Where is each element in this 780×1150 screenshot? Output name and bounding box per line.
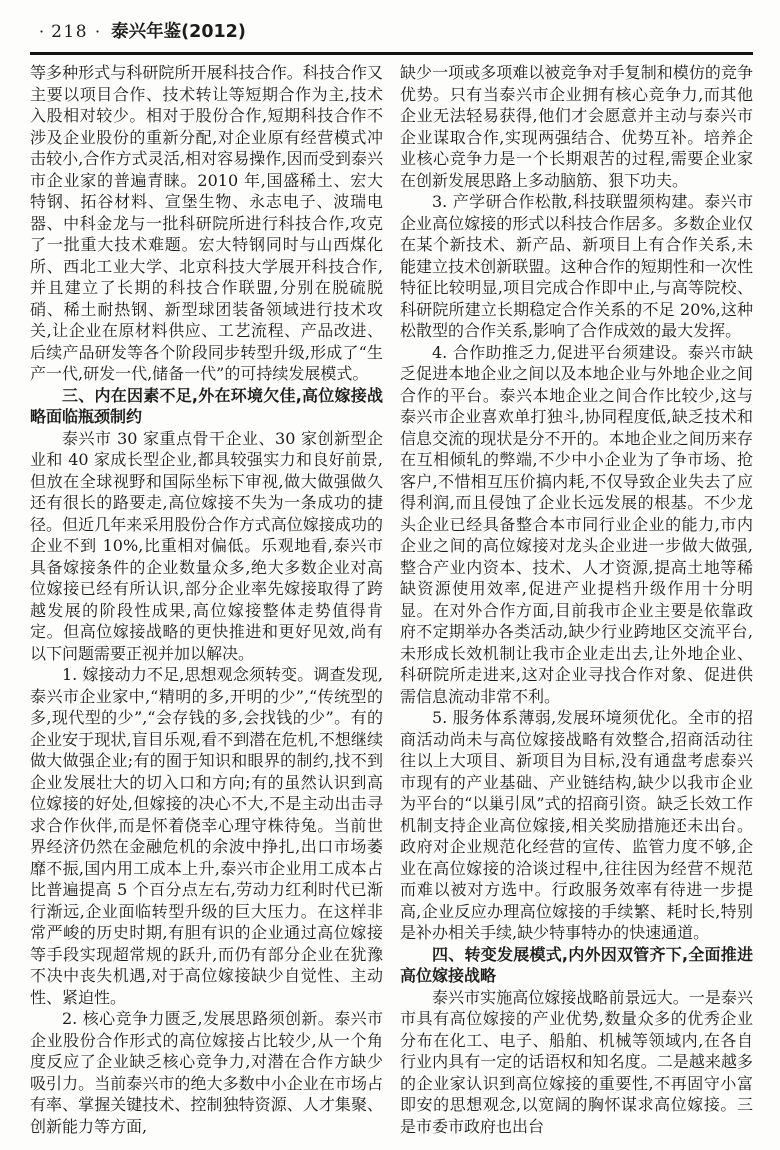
- paragraph: 1. 嫁接动力不足,思想观念须转变。调查发现,泰兴市企业家中,“精明的多,开明的少”,“传统型的多,现代型的少”,“会存钱的多,会找钱的少”。有的企业安于现状,盲目乐观,看不到潜在危机,不想继续做大做强企业;有的囿于知识和眼界的制约,找不到企业发展壮大的切入口和方向;有的虽然认识到高位嫁接的好处,但嫁接的决心不大,不是主动出击寻求合作伙伴,而是怀着侥幸心理守株待兔。当前世界经济仍然在金融危机的余波中挣扎,出口市场萎靡不振,国内用工成本上升,泰兴市企业用工成本占比普遍提高 5 个百分点左右,劳动力红利时代已渐行渐远,企业面临转型升级的巨大压力。在这样非常严峻的历史时期,有胆有识的企业通过高位嫁接等手段实现超常规的跃升,而仍有部分企业在犹豫不决中丧失机遇,对于高位嫁接缺少自觉性、主动性、紧迫性。: [30, 665, 383, 1007]
- page-header: [30, 18, 753, 48]
- page-marker-left: ·: [39, 22, 45, 41]
- paragraph: 2. 核心竞争力匮乏,发展思路须创新。泰兴市企业股份合作形式的高位嫁接占比较少,从一个角度反应了企业缺乏核心竞争力,对潜在合作方缺少吸引力。当前泰兴市的绝大多数中小企业在市场占有率、掌握关键技术、控制独特资源、人才集聚、创新能力等方面,: [30, 1009, 383, 1136]
- paragraph: 3. 产学研合作松散,科技联盟须构建。泰兴市企业高位嫁接的形式以科技合作居多。多数企业仅在某个新技术、新产品、新项目上有合作关系,未能建立技术创新联盟。这种合作的短期性和一次性特征比较明显,项目完成合作即中止,与高等院校、科研院所建立长期稳定合作关系的不足 20%,这种松散型的合作关系,影响了合作成效的最大发挥。: [400, 192, 753, 340]
- paragraph: 泰兴市 30 家重点骨干企业、30 家创新型企业和 40 家成长型企业,都具较强实力和良好前景,但放在全球视野和国际坐标下审视,做大做强做久还有很长的路要走,高位嫁接不失为一条成功的捷径。但近几年来采用股份合作方式高位嫁接成功的企业不到 10%,比重相对偏低。乐观地看,泰兴市具备嫁接条件的企业数量众多,绝大多数企业对高位嫁接已经有所认识,部分企业率先嫁接取得了跨越发展的阶段性成果,高位嫁接整体走势值得肯定。但高位嫁接战略的更快推进和更好见效,尚有以下问题需要正视并加以解决。: [30, 428, 383, 663]
- right-column: [400, 62, 753, 1137]
- paragraph: 4. 合作助推乏力,促进平台须建设。泰兴市缺乏促进本地企业之间以及本地企业与外地企业之间合作的平台。泰兴本地企业之间合作比较少,这与泰兴市企业喜欢单打独斗,协同程度低,缺乏技术和信息交流的现状是分不开的。本地企业之间历来存在互相倾轧的弊端,不少中小企业为了争市场、抢客户,不惜相互压价搞内耗,不仅导致企业失去了应得利润,而且侵蚀了企业长远发展的根基。不少龙头企业已经具备整合本市同行业企业的能力,市内企业之间的高位嫁接对龙头企业进一步做大做强,整合产业内资本、技术、人才资源,提高土地等稀缺资源使用效率,促进产业提档升级作用十分明显。在对外合作方面,目前我市企业主要是依靠政府不定期举办各类活动,缺少行业跨地区交流平台,未形成长效机制让我市企业走出去,让外地企业、科研院所走进来,这对企业寻找合作对象、促进供需信息流动非常不利。: [400, 342, 753, 706]
- header-rule: [30, 52, 753, 55]
- paragraph: 5. 服务体系薄弱,发展环境须优化。全市的招商活动尚未与高位嫁接战略有效整合,招商活动往往以上大项目、新项目为目标,没有通盘考虑泰兴市现有的产业基础、产业链结构,缺少以我市企业为平台的“以巢引凤”式的招商引资。缺乏长效工作机制支持企业高位嫁接,相关奖励措施还未出台。政府对企业规范化经营的宣传、监管力度不够,企业在高位嫁接的洽谈过程中,往往因为经营不规范而难以被对方选中。行政服务效率有待进一步提高,企业反应办理高位嫁接的手续繁、耗时长,特别是补办相关手续,缺少特事特办的快速通道。: [400, 708, 753, 942]
- section-heading-4: 四、转变发展模式,内外因双管齐下,全面推进高位嫁接战略: [400, 944, 753, 985]
- paragraph: 等多种形式与科研院所开展科技合作。科技合作又主要以项目合作、技术转让等短期合作为主,技术入股相对较少。相对于股份合作,短期科技合作不涉及企业股份的重新分配,对企业原有经营模式冲击较小,合作方式灵活,相对容易操作,因而受到泰兴市企业家的普遍青睐。2010 年,国盛稀土、宏大特钢、拓谷材料、宣堡生物、永志电子、波瑞电器、中科金龙与一批科研院所进行科技合作,攻克了一批重大技术难题。宏大特钢同时与山西煤化所、西北工业大学、北京科技大学展开科技合作,并且建立了长期的科技合作联盟,分别在脱硫脱硝、稀土耐热钢、新型球团装备领域进行技术攻关,让企业在原材料供应、工艺流程、产品改进、后续产品研发等各个阶段同步转型升级,形成了“生产一代,研发一代,储备一代”的可持续发展模式。: [30, 63, 383, 383]
- section-heading-3: 三、内在因素不足,外在环境欠佳,高位嫁接战略面临瓶颈制约: [30, 385, 383, 426]
- page-marker-right: ·: [95, 22, 101, 41]
- paragraph: 泰兴市实施高位嫁接战略前景远大。一是泰兴市具有高位嫁接的产业优势,数量众多的优秀企业分布在化工、电子、船舶、机械等领域内,在各自行业内具有一定的话语权和知名度。二是越来越多的企业家认识到高位嫁接的重要性,不再固守小富即安的思想观念,以宽阔的胸怀谋求高位嫁接。三是市委市政府也出台: [400, 987, 753, 1136]
- text-columns: [30, 62, 753, 1137]
- book-title: 泰兴年鉴(2012): [111, 22, 246, 42]
- page-number: 218: [51, 22, 89, 42]
- left-column: [30, 62, 383, 1137]
- paragraph: 缺少一项或多项难以被竞争对手复制和模仿的竞争优势。只有当泰兴市企业拥有核心竞争力,而其他企业无法轻易获得,他们才会愿意并主动与泰兴市企业谋取合作,实现两强结合、优势互补。培养企业核心竞争力是一个长期艰苦的过程,需要企业家在创新发展思路上多动脑筋、狠下功夫。: [400, 63, 753, 190]
